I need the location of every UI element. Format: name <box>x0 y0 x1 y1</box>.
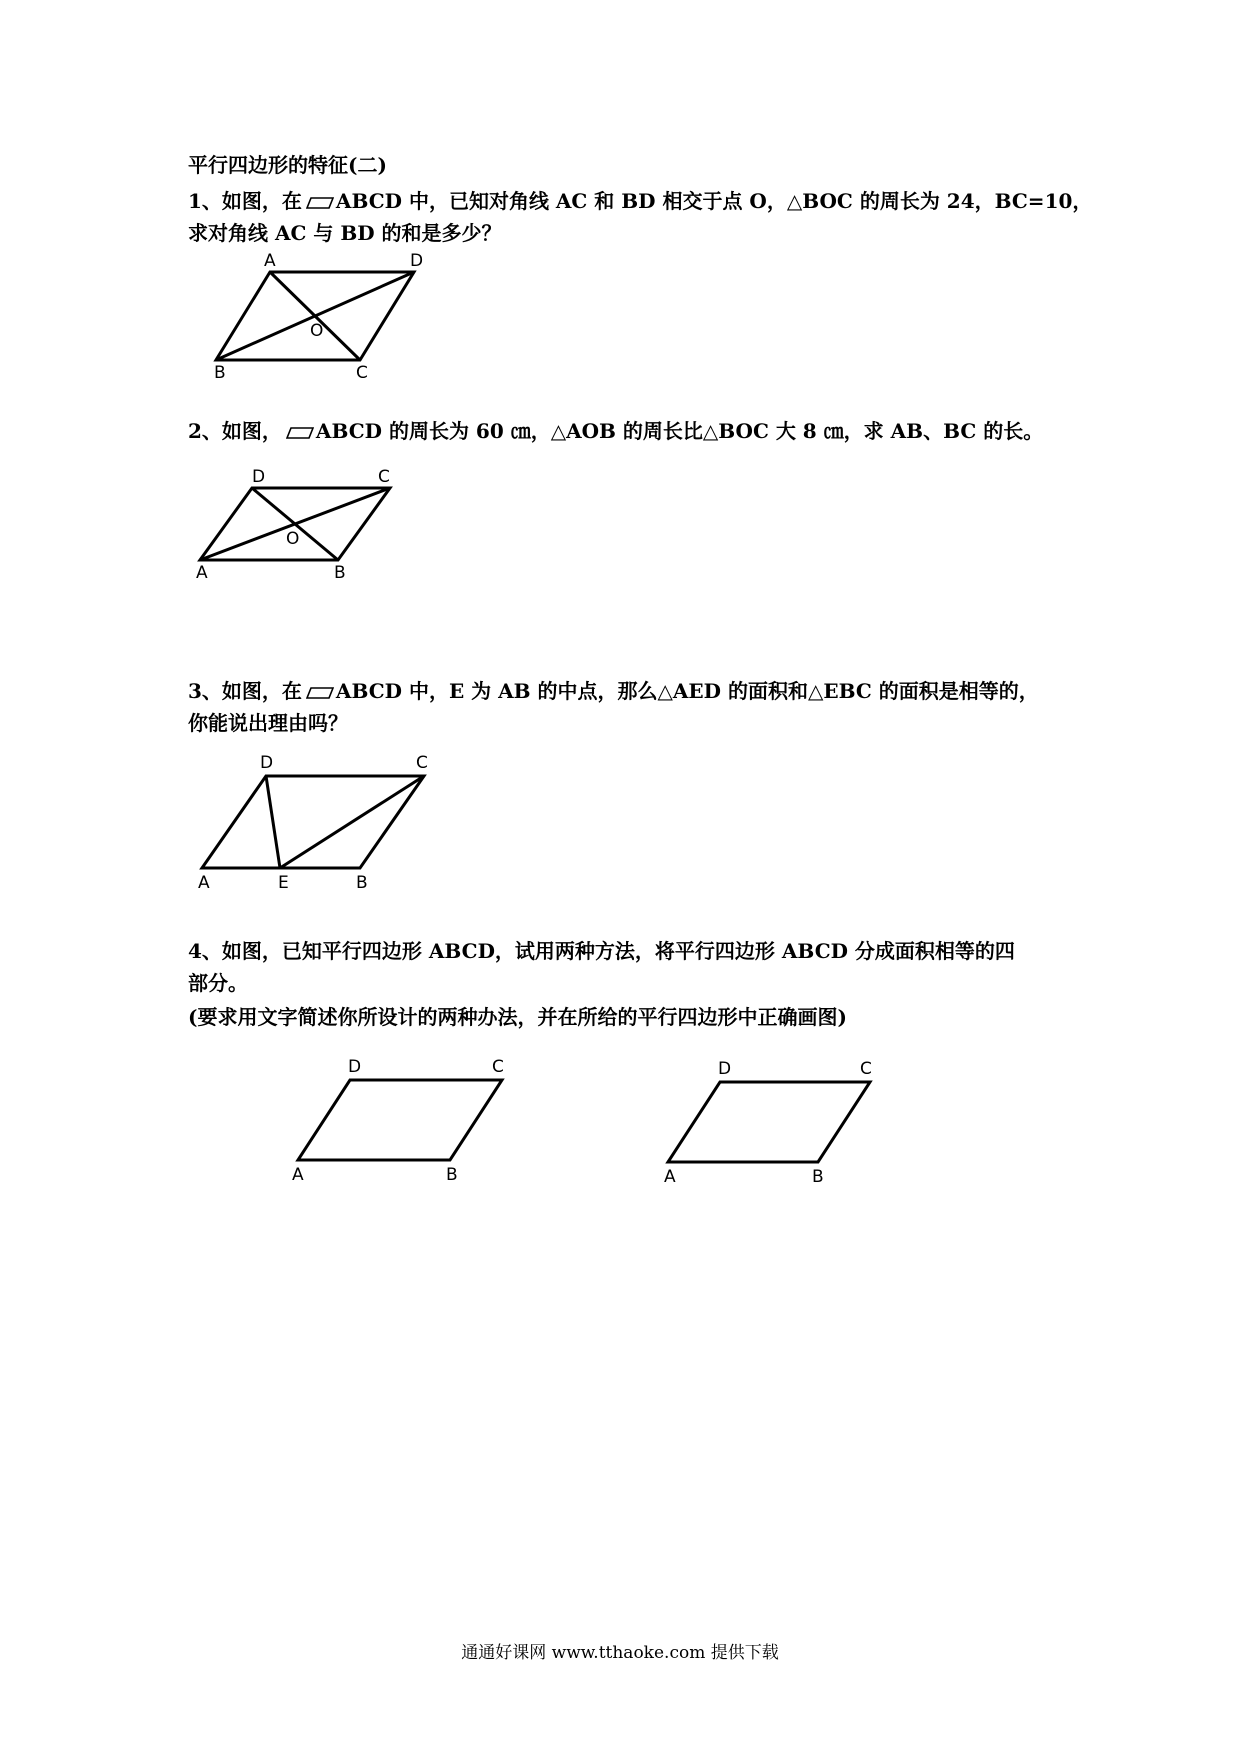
q2-label-a: A <box>196 563 208 583</box>
q4-fig1-label-d: D <box>348 1057 362 1077</box>
q4-fig1-parallelogram <box>298 1080 502 1160</box>
q2-after: ABCD 的周长为 60 ㎝，△AOB 的周长比△BOC 大 8 ㎝，求 AB、BC 的长。 <box>315 419 1044 443</box>
parallelogram-symbol-icon <box>306 197 334 209</box>
q1-label-b: B <box>214 363 226 383</box>
q4-fig2-label-c: C <box>860 1059 872 1079</box>
q4-fig2-label-b: B <box>812 1167 824 1187</box>
q3-segment-de <box>266 776 280 868</box>
q3-segment-ec <box>280 776 424 868</box>
q4-figure-2 <box>656 1052 896 1192</box>
q4-figure-1 <box>286 1050 526 1190</box>
q3-label-c: C <box>416 753 428 773</box>
q3-line1-after: ABCD 中，E 为 AB 的中点，那么△AED 的面积和△EBC 的面积是相等的， <box>335 679 1039 703</box>
q2-figure <box>190 464 410 594</box>
q1-label-c: C <box>356 363 368 383</box>
q1-label-o: O <box>310 321 324 341</box>
q1-label-a: A <box>264 251 276 271</box>
q1-line1 <box>188 188 1092 214</box>
parallelogram-symbol-icon <box>306 687 334 699</box>
q3-label-a: A <box>198 873 210 893</box>
q3-line2: 你能说出理由吗？ <box>188 711 348 735</box>
q4-line1: 4、如图，已知平行四边形 ABCD，试用两种方法，将平行四边形 ABCD 分成面积相等的四 <box>188 939 1015 963</box>
q1-figure <box>200 252 440 382</box>
footer-source: 通通好课网 www.tthaoke.com 提供下载 <box>461 1643 779 1663</box>
q3-line1 <box>188 678 1039 704</box>
q4-fig1-label-a: A <box>292 1165 304 1185</box>
q4-line2: 部分。 <box>188 971 248 995</box>
q4-fig1-label-b: B <box>446 1165 458 1185</box>
q2-label-b: B <box>334 563 346 583</box>
q3-label-e: E <box>278 873 289 893</box>
page-title: 平行四边形的特征(二) <box>188 153 387 177</box>
parallelogram-symbol-icon <box>286 427 314 439</box>
q2-label-c: C <box>378 467 390 487</box>
q3-parallelogram <box>202 776 424 868</box>
q2-label-o: O <box>286 529 300 549</box>
q2-label-d: D <box>252 467 266 487</box>
q3-figure <box>190 750 450 900</box>
q4-fig2-label-a: A <box>664 1167 676 1187</box>
q1-label-d: D <box>410 251 424 271</box>
q2-line1 <box>188 418 1043 444</box>
q1-diagonal-bd <box>216 272 414 360</box>
q1-line1-before: 1、如图，在 <box>188 189 302 213</box>
q1-line1-after: ABCD 中，已知对角线 AC 和 BD 相交于点 O，△BOC 的周长为 24，BC=10， <box>335 189 1093 213</box>
q2-diagonal-bd <box>252 488 338 560</box>
q4-fig2-parallelogram <box>668 1082 870 1162</box>
q3-label-d: D <box>260 753 274 773</box>
q3-label-b: B <box>356 873 368 893</box>
q4-fig2-label-d: D <box>718 1059 732 1079</box>
q2-before: 2、如图， <box>188 419 282 443</box>
q3-line1-before: 3、如图，在 <box>188 679 302 703</box>
q4-fig1-label-c: C <box>492 1057 504 1077</box>
q4-line3: (要求用文字简述你所设计的两种办法，并在所给的平行四边形中正确画图) <box>188 1005 847 1029</box>
q1-line2: 求对角线 AC 与 BD 的和是多少？ <box>188 221 502 245</box>
